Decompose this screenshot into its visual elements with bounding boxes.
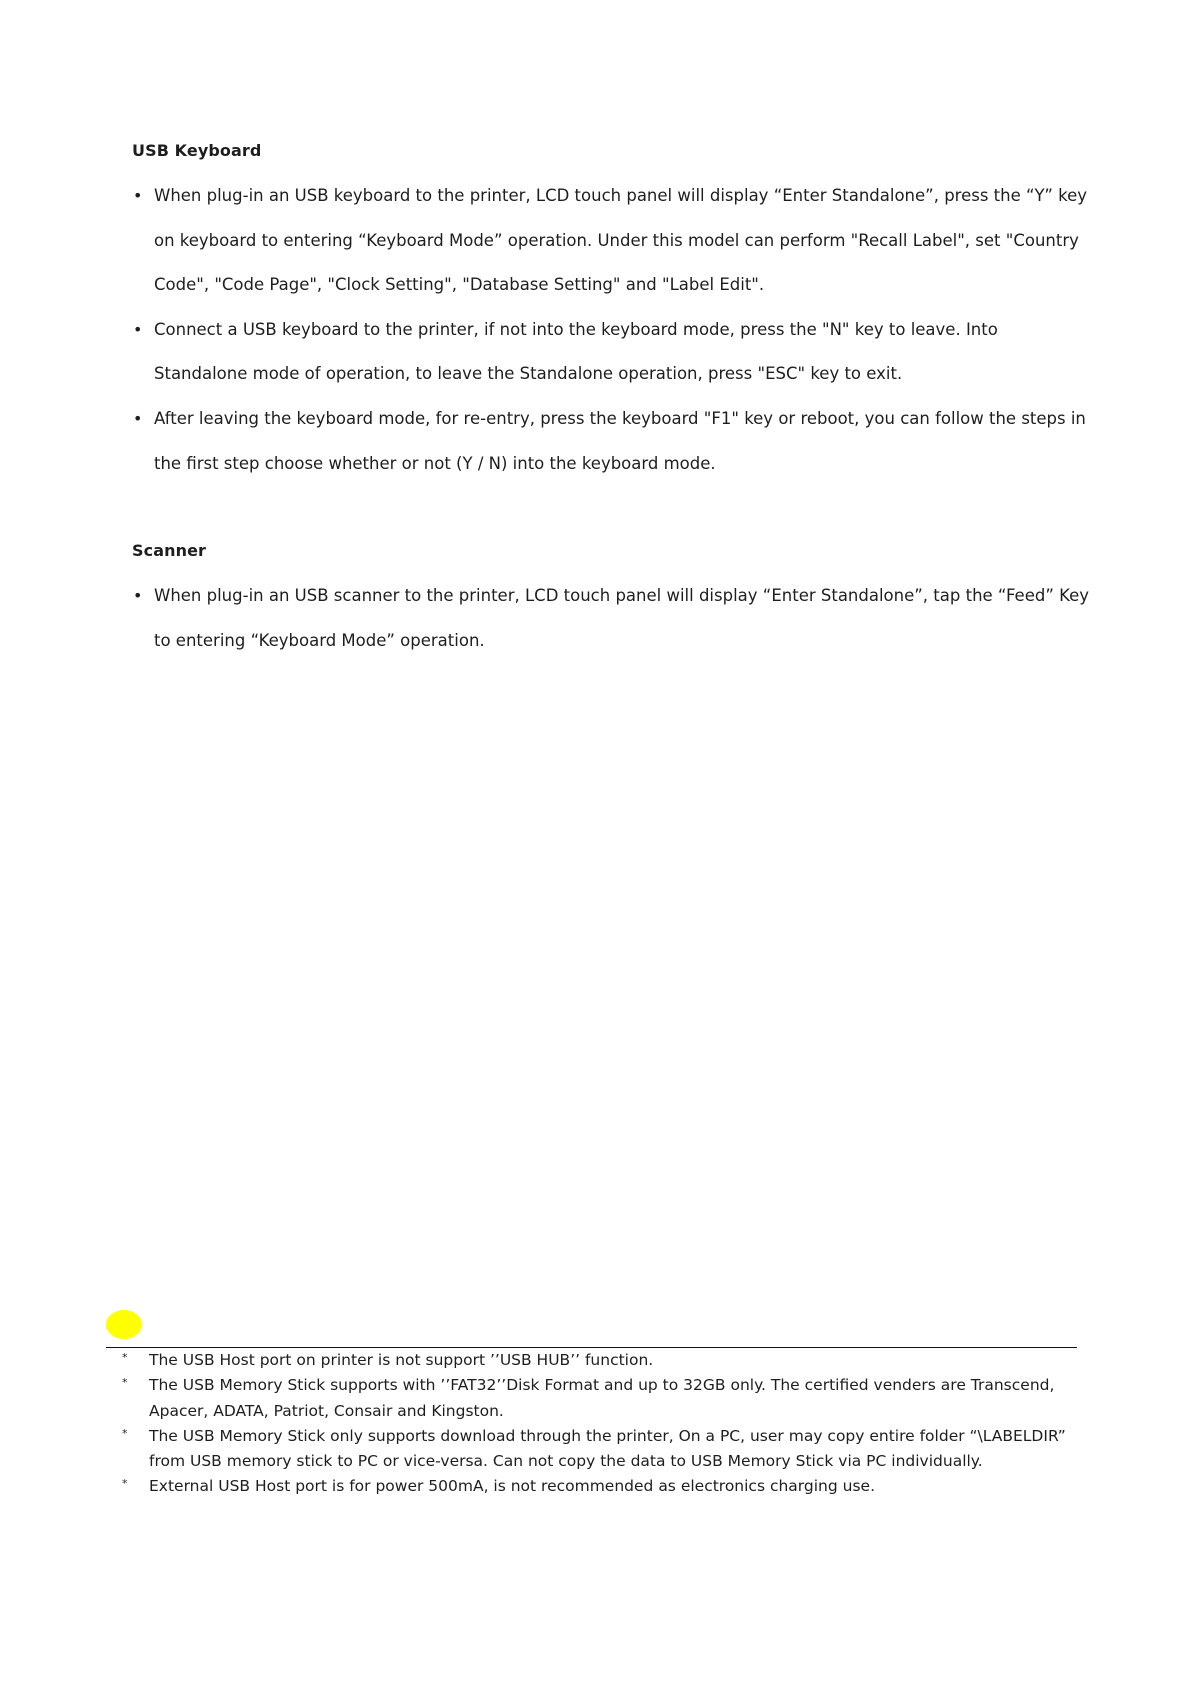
footnote-text: The USB Memory Stick supports with ’’FAT32’’Disk Format and up to 32GB only. The certified venders are Transcend, Apacer, ADATA, Patriot, Consair and Kingston. <box>149 1376 1055 1420</box>
list-item <box>131 397 1091 486</box>
asterisk-icon: * <box>122 1477 128 1491</box>
asterisk-icon: * <box>122 1351 128 1364</box>
asterisk-icon: * <box>122 1426 128 1440</box>
usb-keyboard-list <box>131 174 1091 486</box>
list-item <box>131 308 1091 397</box>
footnote-item <box>118 1348 1078 1373</box>
list-item-text: Connect a USB keyboard to the printer, if not into the keyboard mode, press the "N" key to leave. Into Standalone mode of operation, to leave the Standalone operation, press "ESC" key to exit. <box>154 319 998 384</box>
asterisk-icon: * <box>122 1376 128 1390</box>
footnote-item <box>118 1424 1078 1475</box>
footnote-item <box>118 1373 1078 1424</box>
footnote-text: The USB Memory Stick only supports download through the printer, On a PC, user may copy entire folder “\LABELDIR” from USB memory stick to PC or vice-versa. Can not copy the data to USB Memory Stick via PC individually. <box>149 1426 1066 1471</box>
footnote-text: External USB Host port is for power 500mA, is not recommended as electronics charging use. <box>149 1477 876 1496</box>
list-item <box>131 174 1091 308</box>
list-item-text: When plug-in an USB scanner to the printer, LCD touch panel will display “Enter Standalone”, tap the “Feed” Key to entering “Keyboard Mode” operation. <box>154 586 1090 650</box>
bullet-dot-icon: • <box>133 408 143 428</box>
bullet-dot-icon: • <box>133 186 143 205</box>
footnote-text: The USB Host port on printer is not support ’’USB HUB’’ function. <box>149 1351 654 1369</box>
bullet-dot-icon: • <box>133 586 143 605</box>
scanner-heading: Scanner <box>132 541 207 560</box>
list-item-text: When plug-in an USB keyboard to the printer, LCD touch panel will display “Enter Standalone”, press the “Y” key on keyboard to entering “Keyboard Mode” operation. Under this model can perform "Recall Label", set "Country Code", "Code Page", "Clock Setting", "Database Setting" and "Label Edit". <box>154 186 1088 295</box>
bullet-dot-icon: • <box>133 319 143 339</box>
footnote-item <box>118 1474 1078 1499</box>
usb-keyboard-heading: USB Keyboard <box>132 141 262 160</box>
scanner-list <box>131 574 1091 663</box>
list-item <box>131 574 1091 663</box>
highlight-marker-icon <box>106 1310 142 1339</box>
list-item-text: After leaving the keyboard mode, for re-entry, press the keyboard "F1" key or reboot, you can follow the steps in the first step choose whether or not (Y / N) into the keyboard mode. <box>154 408 1086 473</box>
footnote-list <box>118 1348 1078 1500</box>
